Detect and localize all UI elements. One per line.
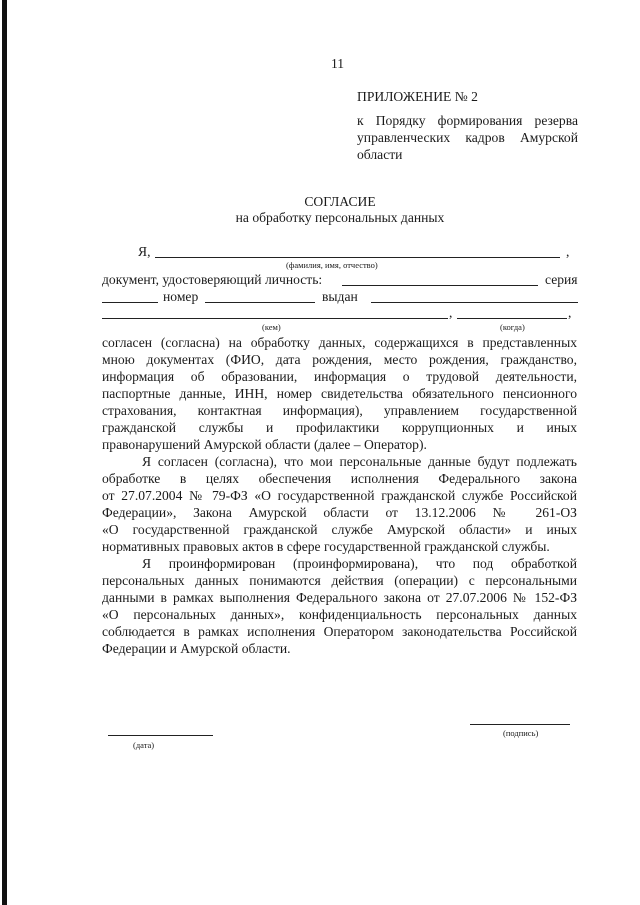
appendix-title: ПРИЛОЖЕНИЕ № 2 — [357, 89, 478, 104]
paragraph-line: мною документах (ФИО, дата рождения, место рождения, гражданство, — [102, 352, 577, 367]
paragraph-line: соблюдается в рамках исполнения Оператором законодательства Российской — [102, 624, 577, 639]
number-input-line[interactable] — [205, 302, 315, 303]
paragraph-line: согласен (согласна) на обработку данных, содержащихся в представленных — [102, 335, 577, 350]
series-label: серия — [545, 272, 578, 287]
issued-by-input-line[interactable] — [102, 318, 448, 319]
document-subtitle: на обработку персональных данных — [235, 210, 445, 225]
date-caption: (дата) — [133, 740, 155, 750]
signature-caption: (подпись) — [503, 728, 539, 738]
paragraph-line: правонарушений Амурской области (далее – Оператор). — [102, 437, 427, 452]
comma: , — [449, 305, 453, 320]
paragraph-line: Федерации и Амурской области. — [102, 641, 291, 656]
fio-caption: (фамилия, имя, отчество) — [286, 260, 378, 270]
date-input-line[interactable] — [108, 735, 213, 736]
id-doc-input-line[interactable] — [342, 285, 538, 286]
paragraph-line: паспортные данные, ИНН, номер свидетельства обязательного пенсионного — [102, 386, 577, 401]
appendix-line: управленческих кадров Амурской — [357, 130, 578, 145]
paragraph-line: «О государственной гражданской службе Амурской области» и иных — [102, 522, 577, 537]
issued-date-input-line[interactable] — [457, 318, 567, 319]
appendix-line: области — [357, 147, 403, 162]
comma: , — [568, 305, 572, 320]
appendix-line: к Порядку формирования резерва — [357, 113, 578, 128]
paragraph-line: от 27.07.2004 № 79-ФЗ «О государственной гражданской службе Российской — [102, 488, 577, 503]
id-doc-label: документ, удостоверяющий личность: — [102, 272, 323, 287]
paragraph-line: данными в рамках выполнения Федерального закона от 27.07.2006 № 152-ФЗ — [102, 590, 577, 605]
comma: , — [566, 244, 570, 259]
when-caption: (когда) — [500, 322, 525, 332]
scan-edge — [2, 0, 7, 905]
by-whom-caption: (кем) — [262, 322, 281, 332]
number-label: номер — [163, 289, 199, 304]
document-title: СОГЛАСИЕ — [304, 194, 376, 209]
paragraph-line: страхования, контактная информация), управлением государственной — [102, 403, 577, 418]
issued-input-line[interactable] — [371, 302, 578, 303]
issued-label: выдан — [322, 289, 358, 304]
page-number: 11 — [331, 56, 345, 71]
paragraph-line: Федерации», Закона Амурской области от 13.12.2006 № 261-ОЗ — [102, 505, 577, 520]
signature-input-line[interactable] — [470, 724, 570, 725]
i-label: Я, — [138, 244, 151, 259]
series-input-line[interactable] — [102, 302, 158, 303]
paragraph-line: информация об образовании, информация о трудовой деятельности, — [102, 369, 577, 384]
paragraph-line: гражданской службы и профилактики коррупционных и иных — [102, 420, 577, 435]
paragraph-line: «О персональных данных», конфиденциальность персональных данных — [102, 607, 577, 622]
paragraph-line: Я проинформирован (проинформирована), что под обработкой — [142, 556, 577, 571]
paragraph-line: персональных данных понимаются действия (операции) с персональными — [102, 573, 577, 588]
paragraph-line: обработке в целях обеспечения исполнения Федерального закона — [102, 471, 577, 486]
paragraph-line: нормативных правовых актов в сфере государственной гражданской службы. — [102, 539, 550, 554]
fio-input-line[interactable] — [155, 257, 560, 258]
paragraph-line: Я согласен (согласна), что мои персональные данные будут подлежать — [142, 454, 577, 469]
